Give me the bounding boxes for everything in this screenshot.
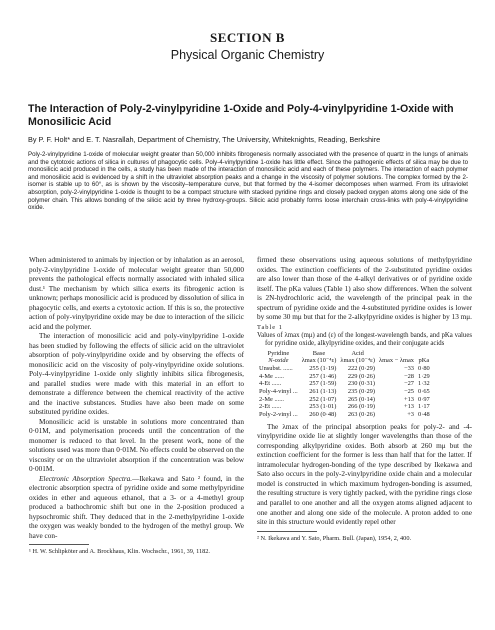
- table-header-row: [257, 357, 432, 365]
- table-cell: 229 (0·26): [347, 372, 375, 380]
- table-cell: Poly-4-vinyl ...: [259, 388, 298, 396]
- author-line: By P. F. Holt* and E. T. Nasrallah, Department of Chemistry, The University, Whiteknights, Reading, Berkshire: [28, 135, 381, 144]
- table-header: λmax (10⁻⁴ε): [340, 357, 375, 365]
- table-cell: 257 (1·46): [309, 372, 337, 380]
- table-cell: 2-Me ......: [259, 395, 285, 403]
- table-cell: 4-Et ......: [259, 380, 282, 388]
- table-cell: +13: [404, 403, 414, 411]
- table-cell: 2-Et ......: [259, 403, 282, 411]
- table-row: [257, 411, 432, 419]
- table-cell: 1·17: [418, 403, 430, 411]
- paragraph-text: —Ikekawa and Sato ² found, in the electronic absorption spectra of pyridine oxide and some methylpyridine oxides in ether and aqueous ethanol, that a 3- or a 4-methyl group produced a bathochromic shift but one in the 2-position produced a hypsochromic shift. They deduced that in the 2-methylpyridine 1-oxide the oxygen was weakly bonded to the hydrogen of the methyl group. We have con-: [29, 474, 244, 540]
- table-cell: −28: [404, 372, 414, 380]
- table-cell: 222 (0·29): [347, 364, 375, 372]
- article-title: The Interaction of Poly-2-vinylpyridine 1-Oxide and Poly-4-vinylpyridine 1-Oxide with Monosilicic Acid: [28, 103, 454, 128]
- table-cell: +13: [404, 395, 414, 403]
- table-cell: 1·29: [418, 372, 430, 380]
- data-table: [257, 350, 432, 419]
- table-cell: 235 (0·29): [347, 388, 375, 396]
- table-cell: 0·97: [418, 395, 430, 403]
- table-header: pKa: [418, 357, 430, 365]
- table-cell: +3: [407, 411, 414, 419]
- footnote: ² N. Ikekawa and Y. Sato, Pharm. Bull. (Japan), 1954, 2, 400.: [257, 534, 412, 542]
- table-caption: Values of λmax (mμ) and (ε) of the longest-wavelength bands, and pKa values for pyridine oxide, alkylpyridine oxides, and their conjugate acids: [257, 332, 472, 348]
- footnote-rule: [257, 531, 317, 532]
- table-cell: 252 (1·07): [309, 395, 337, 403]
- subsection-heading: Physical Organic Chemistry: [170, 48, 325, 62]
- table-cell: 260 (0·48): [309, 411, 337, 419]
- abstract: Poly-2-vinylpyridine 1-oxide of molecular weight greater than 50,000 inhibits fibrogenesis normally associated with the presence of quartz in the lungs of animals and the cytotoxic actions of silica in cultures of phagocytic cells. Poly-4-vinylpyridine 1-oxide has little effect. Since the pathogenic effects of silica may be due to monosilicic acid produced in the cells, a study has been made of the interaction of monosilicic acid and each of these polymers. The interaction of each polymer and monosilicic acid is evidenced by a shift in the ultraviolet absorption peaks and a change in the viscosity of polymer solutions. The complex formed by the 2-isomer is stable up to 60°, as is shown by the viscosity–temperature curve, but that formed by the 4-isomer decomposes when warmed. From its ultraviolet absorption, poly-2-vinylpyridine 1-oxide is thought to be a compact structure with stacked pyridine rings and closely packed oxygen atoms along one side of the polymer chain. This allows bonding of the silicic acid by three hydroxy-groups. Silicic acid probably forms loose interchain cross-links with poly-4-vinylpyridine oxide.: [28, 151, 468, 212]
- table-cell: 0·48: [418, 411, 430, 419]
- table-row: [257, 388, 432, 396]
- table-header: Acid: [351, 349, 364, 357]
- table-cell: 1·32: [418, 380, 430, 388]
- footnote: ¹ H. W. Schlipköter and A. Brockhaus, Klin. Wochschr., 1961, 39, 1182.: [29, 548, 211, 556]
- left-column: [29, 256, 244, 556]
- right-column: [257, 256, 472, 542]
- table-cell: 266 (0·19): [347, 403, 375, 411]
- table-cell: 263 (0·26): [347, 411, 375, 419]
- body-paragraph: Monosilicic acid is unstable in solutions more concentrated than 0·01M, and polymerisation proceeds until the concentration of the monomer is reduced to that level. In the present work, none of the solutions used was more than 0·01M. No effects could be observed on the viscosity or on the ultraviolet absorption if the concentration was below 0·001M.: [29, 417, 244, 474]
- table-row: [257, 403, 432, 411]
- table-row: [257, 396, 432, 404]
- table-cell: 230 (0·31): [347, 380, 375, 388]
- table-header: N-oxide: [268, 357, 289, 365]
- table-cell: Poly-2-vinyl ...: [259, 411, 298, 419]
- table-cell: 257 (1·59): [309, 380, 337, 388]
- body-paragraph: [29, 475, 244, 542]
- body-paragraph: The interaction of monosilicic acid and poly-vinylpyridine 1-oxide has been studied by following the effects of silicic acid on the ultraviolet absorption of poly-vinylpyridine oxide and by observing the effects of monosilicic acid on the viscosity of poly-vinylpyridine oxide solutions. Poly-4-vinylpyridine 1-oxide only slightly inhibits silica fibrogenesis, and parallel studies were made with this material in an effort to demonstrate a difference between the chemical reactivity of the active and the inactive substances. Studies have also been made on some substituted pyridine oxides.: [29, 332, 244, 417]
- table-header: λmax − λmax: [378, 357, 414, 365]
- table-cell: 0·65: [418, 388, 430, 396]
- table-cell: 4-Me ......: [259, 372, 285, 380]
- table-cell: 265 (0·14): [347, 395, 375, 403]
- table-header: [416, 350, 432, 358]
- table-cell: −27: [404, 380, 414, 388]
- table-cell: 261 (1·13): [309, 388, 337, 396]
- table-cell: 253 (1·01): [309, 403, 337, 411]
- table-title: Table 1: [257, 323, 283, 331]
- table-header: [377, 350, 416, 358]
- table-cell: 255 (1·19): [309, 364, 337, 372]
- table-row: [257, 365, 432, 373]
- table-header: Base: [312, 349, 326, 357]
- run-in-heading: Electronic Absorption Spectra.: [39, 474, 133, 483]
- footnote-rule: [29, 544, 89, 545]
- table-cell: 0·80: [418, 364, 430, 372]
- table-body: [257, 365, 432, 419]
- table-cell: Unsubst. ......: [259, 364, 293, 372]
- body-paragraph: When administered to animals by injection or by inhalation as an aerosol, poly-2-vinylpyridine 1-oxide of molecular weight greater than 50,000 prevents the pathological effects normally associated with inhaled silica dust.¹ The mechanism by which silica exerts its fibrogenic action is unknown; perhaps monosilicic acid is produced by dissolution of silica in phagocytic cells, and exerts a cytotoxic action. If this is so, the protective action of poly-vinylpyridine oxide may be due to interaction of the silicic acid and the polymer.: [29, 256, 244, 331]
- table-header: λmax (10⁻⁴ε): [301, 357, 337, 365]
- table-cell: −25: [404, 388, 414, 396]
- table-row: [257, 380, 432, 388]
- table-header: Pyridine: [267, 349, 290, 357]
- body-paragraph: The λmax of the principal absorption peaks for poly-2- and -4-vinylpyridine oxide lie at slightly longer wavelengths than those of the corresponding alkylpyridine oxides. Both absorb at 260 mμ but the extinction coefficient for the former is less than half that for the latter. If intramolecular hydrogen-bonding of the type described by Ikekawa and Sato also occurs in the poly-2-vinylpyridine oxide chain and a molecular model is constructed in which maximum hydrogen-bonding is assumed, the resulting structure is very tightly packed, with the pyridine rings close and parallel to one another and all the oxygen atoms aligned adjacent to one another and along one side of the molecule. A proton added to one site in this structure would evidently repel other: [257, 422, 472, 527]
- table-row: [257, 373, 432, 381]
- table-header-row: [257, 350, 432, 358]
- body-paragraph: firmed these observations using aqueous solutions of methylpyridine oxides. The extinction coefficients of the 2-substituted pyridine oxides are also lower than those of the 4-alkyl derivatives or of pyridine oxide itself. The pKa values (Table 1) also show differences. When the solvent is 2N-hydrochloric acid, the wavelength of the principal peak in the spectrum of pyridine oxide and the 4-substituted pyridine oxides is lower by some 30 mμ but that for the 2-alkylpyridine oxides is higher by 13 mμ.: [257, 256, 472, 322]
- section-heading: SECTION B: [210, 30, 285, 45]
- table-cell: −33: [404, 364, 414, 372]
